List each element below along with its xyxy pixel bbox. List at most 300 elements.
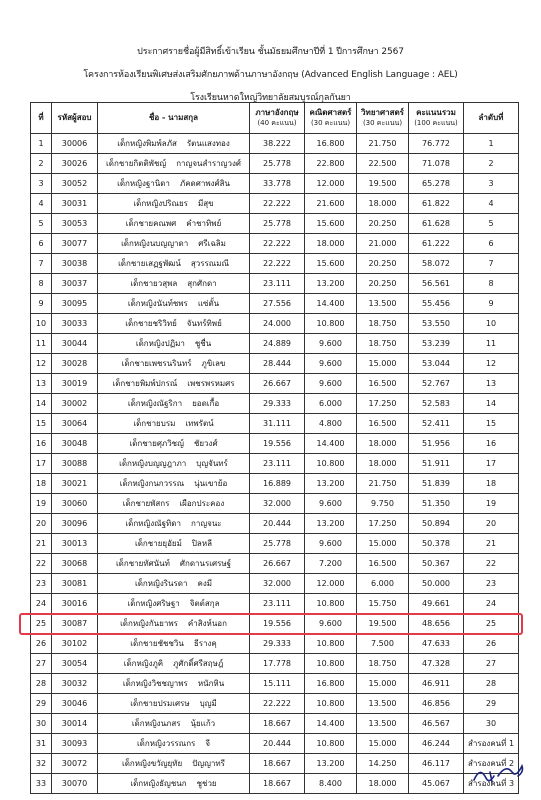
last-name: เพชรพรหมศร: [187, 378, 235, 388]
first-name: เด็กหญิงณัฐทิดา: [125, 518, 181, 528]
table-row: [31, 414, 519, 434]
cell-science: 18.000: [357, 194, 409, 214]
cell-science: 15.750: [357, 594, 409, 614]
cell-science: 9.750: [357, 494, 409, 514]
cell-rank: 8: [464, 274, 519, 294]
table-row: [31, 514, 519, 534]
col-header-rank: ลำดับที่: [464, 103, 519, 134]
last-name: นุ่นเขาย้อ: [194, 478, 228, 488]
cell-no: 5: [31, 214, 52, 234]
cell-id: 30028: [52, 354, 98, 374]
cell-english: 18.667: [250, 714, 305, 734]
cell-id: 30096: [52, 514, 98, 534]
cell-science: 20.250: [357, 214, 409, 234]
cell-rank: สำรองคนที่ 2: [464, 754, 519, 774]
cell-total: 47.328: [409, 654, 464, 674]
cell-id: 30102: [52, 634, 98, 654]
cell-english: 29.333: [250, 394, 305, 414]
cell-english: 26.667: [250, 374, 305, 394]
cell-math: 13.200: [305, 274, 357, 294]
first-name: เด็กชายวสุพล: [130, 278, 178, 288]
cell-math: 10.800: [305, 314, 357, 334]
table-row: [31, 494, 519, 514]
cell-name: [98, 714, 250, 734]
table-row: [31, 134, 519, 154]
table-row: [31, 234, 519, 254]
cell-no: 22: [31, 554, 52, 574]
cell-science: 18.000: [357, 774, 409, 794]
cell-rank: 15: [464, 414, 519, 434]
last-name: ชูช่วย: [196, 778, 217, 788]
cell-english: 22.222: [250, 694, 305, 714]
cell-no: 15: [31, 414, 52, 434]
cell-id: 30014: [52, 714, 98, 734]
table-row: [31, 714, 519, 734]
cell-total: 71.078: [409, 154, 464, 174]
cell-english: 23.111: [250, 454, 305, 474]
cell-id: 30054: [52, 654, 98, 674]
first-name: เด็กชายบรม: [133, 418, 176, 428]
cell-name: [98, 314, 250, 334]
cell-id: 30077: [52, 234, 98, 254]
table-row: [31, 434, 519, 454]
cell-math: 9.600: [305, 354, 357, 374]
cell-name: [98, 214, 250, 234]
cell-rank: 2: [464, 154, 519, 174]
first-name: เด็กชายชัชชวิน: [130, 638, 184, 648]
cell-id: 30087: [52, 614, 98, 634]
cell-no: 18: [31, 474, 52, 494]
cell-rank: 24: [464, 594, 519, 614]
cell-english: 22.222: [250, 234, 305, 254]
cell-math: 8.400: [305, 774, 357, 794]
cell-total: 55.456: [409, 294, 464, 314]
last-name: คงมี: [197, 578, 213, 588]
cell-id: 30006: [52, 134, 98, 154]
cell-science: 17.250: [357, 514, 409, 534]
cell-math: 12.000: [305, 174, 357, 194]
cell-english: 17.778: [250, 654, 305, 674]
cell-total: 50.000: [409, 574, 464, 594]
col-header-english: [250, 103, 305, 134]
col-header-math-max: (30 คะแนน): [310, 119, 351, 127]
cell-english: 23.111: [250, 274, 305, 294]
cell-science: 16.500: [357, 374, 409, 394]
table-row: [31, 574, 519, 594]
cell-total: 46.117: [409, 754, 464, 774]
cell-name: [98, 494, 250, 514]
cell-total: 51.839: [409, 474, 464, 494]
cell-no: 14: [31, 394, 52, 414]
first-name: เด็กชายคณพศ: [125, 218, 177, 228]
cell-english: 19.556: [250, 614, 305, 634]
last-name: จิตต์สกุล: [189, 598, 220, 608]
cell-total: 52.411: [409, 414, 464, 434]
cell-science: 13.500: [357, 694, 409, 714]
cell-science: 13.500: [357, 714, 409, 734]
first-name: เด็กหญิงกนกวรรณ: [119, 478, 185, 488]
cell-rank: 22: [464, 554, 519, 574]
cell-science: 21.750: [357, 474, 409, 494]
cell-no: 6: [31, 234, 52, 254]
cell-name: [98, 254, 250, 274]
cell-no: 28: [31, 674, 52, 694]
cell-id: 30053: [52, 214, 98, 234]
col-header-english-max: (40 คะแนน): [257, 119, 297, 127]
cell-math: 14.400: [305, 714, 357, 734]
cell-total: 61.222: [409, 234, 464, 254]
cell-id: 30038: [52, 254, 98, 274]
cell-total: 56.561: [409, 274, 464, 294]
cell-rank: 17: [464, 454, 519, 474]
cell-total: 51.350: [409, 494, 464, 514]
col-header-name: ชื่อ - นามสกุล: [98, 103, 250, 134]
last-name: สุกศักดา: [187, 278, 217, 288]
cell-total: 46.856: [409, 694, 464, 714]
cell-math: 9.600: [305, 614, 357, 634]
cell-science: 14.250: [357, 754, 409, 774]
table-row: [31, 694, 519, 714]
table-row: [31, 734, 519, 754]
cell-math: 15.600: [305, 254, 357, 274]
cell-english: 33.778: [250, 174, 305, 194]
col-header-science-label: วิทยาศาสตร์: [361, 108, 404, 117]
cell-math: 9.600: [305, 374, 357, 394]
cell-science: 18.750: [357, 314, 409, 334]
cell-total: 58.072: [409, 254, 464, 274]
cell-english: 29.333: [250, 634, 305, 654]
cell-no: 26: [31, 634, 52, 654]
cell-no: 17: [31, 454, 52, 474]
table-row: [31, 634, 519, 654]
cell-science: 16.500: [357, 554, 409, 574]
last-name: จี: [205, 738, 211, 748]
cell-math: 22.800: [305, 154, 357, 174]
first-name: เด็กหญิงพิมพ์ลภัส: [117, 138, 177, 148]
cell-rank: 10: [464, 314, 519, 334]
cell-name: [98, 134, 250, 154]
cell-id: 30072: [52, 754, 98, 774]
table-row: [31, 314, 519, 334]
cell-name: [98, 734, 250, 754]
first-name: เด็กชายพิมพ์ปกรณ์: [112, 378, 178, 388]
cell-total: 52.767: [409, 374, 464, 394]
cell-english: 22.222: [250, 254, 305, 274]
col-header-math: [305, 103, 357, 134]
cell-name: [98, 634, 250, 654]
cell-math: 10.800: [305, 694, 357, 714]
cell-english: 38.222: [250, 134, 305, 154]
cell-math: 7.200: [305, 554, 357, 574]
cell-math: 14.400: [305, 294, 357, 314]
cell-rank: 5: [464, 214, 519, 234]
cell-name: [98, 354, 250, 374]
cell-id: 30081: [52, 574, 98, 594]
table-row: [31, 654, 519, 674]
cell-science: 21.000: [357, 234, 409, 254]
cell-english: 16.889: [250, 474, 305, 494]
cell-science: 19.500: [357, 614, 409, 634]
table-row: [31, 674, 519, 694]
cell-name: [98, 434, 250, 454]
last-name: มีสุข: [197, 198, 214, 208]
table-row: [31, 254, 519, 274]
first-name: เด็กหญิงนภสร: [131, 718, 181, 728]
cell-math: 9.600: [305, 334, 357, 354]
cell-english: 22.222: [250, 194, 305, 214]
cell-no: 33: [31, 774, 52, 794]
first-name: เด็กชายศุภวิชญ์: [129, 438, 184, 448]
cell-math: 10.800: [305, 654, 357, 674]
first-name: เด็กหญิงฐานิดา: [117, 178, 170, 188]
cell-rank: 26: [464, 634, 519, 654]
cell-rank: 7: [464, 254, 519, 274]
cell-english: 25.778: [250, 214, 305, 234]
cell-rank: 14: [464, 394, 519, 414]
cell-id: 30013: [52, 534, 98, 554]
cell-rank: 29: [464, 694, 519, 714]
col-header-total-max: (100 คะแนน): [414, 119, 458, 127]
cell-science: 18.000: [357, 434, 409, 454]
cell-science: 7.500: [357, 634, 409, 654]
cell-math: 10.800: [305, 734, 357, 754]
cell-rank: 1: [464, 134, 519, 154]
table-header-row: [31, 103, 519, 134]
first-name: เด็กชายพัสกร: [122, 498, 170, 508]
cell-id: 30095: [52, 294, 98, 314]
last-name: สุวรรณมณี: [190, 258, 229, 268]
table-row: [31, 774, 519, 794]
table-row: [31, 354, 519, 374]
cell-no: 13: [31, 374, 52, 394]
table-row: [31, 594, 519, 614]
cell-rank: 30: [464, 714, 519, 734]
cell-english: 24.889: [250, 334, 305, 354]
cell-name: [98, 534, 250, 554]
table-row: [31, 334, 519, 354]
cell-name: [98, 334, 250, 354]
last-name: เทพรัตน์: [185, 418, 214, 428]
table-row: [31, 534, 519, 554]
col-header-math-label: คณิตศาสตร์: [309, 108, 352, 117]
cell-rank: 11: [464, 334, 519, 354]
last-name: ศักดานรเศรษฐ์: [179, 558, 232, 568]
first-name: เด็กชายปรมเศรษ: [130, 698, 190, 708]
cell-id: 30052: [52, 174, 98, 194]
cell-english: 26.667: [250, 554, 305, 574]
cell-total: 61.822: [409, 194, 464, 214]
table-row: [31, 154, 519, 174]
first-name: เด็กชายชริวิทย์: [125, 318, 177, 328]
cell-rank: 13: [464, 374, 519, 394]
cell-math: 10.800: [305, 454, 357, 474]
cell-total: 53.044: [409, 354, 464, 374]
cell-name: [98, 454, 250, 474]
first-name: เด็กหญิงวรรณกร: [136, 738, 196, 748]
cell-rank: 6: [464, 234, 519, 254]
first-name: เด็กชายเสฏฐพัฒน์: [118, 258, 181, 268]
cell-english: 27.556: [250, 294, 305, 314]
cell-no: 19: [31, 494, 52, 514]
first-name: เด็กหญิงนันท์ชพร: [127, 298, 188, 308]
cell-name: [98, 234, 250, 254]
cell-science: 13.500: [357, 294, 409, 314]
cell-name: [98, 654, 250, 674]
cell-total: 53.239: [409, 334, 464, 354]
last-name: ภูขิเลข: [201, 358, 226, 368]
first-name: เด็กชายยุอัยม์: [135, 538, 182, 548]
cell-id: 30031: [52, 194, 98, 214]
cell-math: 13.200: [305, 754, 357, 774]
table-row: [31, 454, 519, 474]
cell-english: 25.778: [250, 534, 305, 554]
cell-total: 50.894: [409, 514, 464, 534]
last-name: จันทร์ทิพย์: [186, 318, 222, 328]
last-name: ชัยวงศ์: [193, 438, 218, 448]
cell-math: 16.800: [305, 134, 357, 154]
cell-no: 8: [31, 274, 52, 294]
first-name: เด็กหญิงบญญฎาภา: [119, 458, 187, 468]
cell-no: 32: [31, 754, 52, 774]
last-name: บุญมี: [199, 698, 217, 708]
cell-id: 30016: [52, 594, 98, 614]
cell-math: 6.000: [305, 394, 357, 414]
table-row: [31, 294, 519, 314]
cell-math: 14.400: [305, 434, 357, 454]
table-row: [31, 194, 519, 214]
last-name: นุ้ยแก้ว: [190, 718, 216, 728]
cell-total: 51.956: [409, 434, 464, 454]
cell-math: 9.600: [305, 494, 357, 514]
cell-english: 28.444: [250, 354, 305, 374]
last-name: กาญจนะ: [190, 518, 222, 528]
cell-no: 29: [31, 694, 52, 714]
last-name: ศรีเฉลิม: [198, 238, 226, 248]
first-name: เด็กหญิงปฏิมา: [135, 338, 185, 348]
cell-math: 16.800: [305, 674, 357, 694]
cell-no: 9: [31, 294, 52, 314]
cell-rank: 18: [464, 474, 519, 494]
cell-math: 12.000: [305, 574, 357, 594]
cell-math: 18.000: [305, 234, 357, 254]
cell-name: [98, 154, 250, 174]
cell-science: 19.500: [357, 174, 409, 194]
last-name: ภูศักดิ์ศรีสฤษฎ์: [173, 658, 224, 668]
cell-total: 46.911: [409, 674, 464, 694]
col-header-total-label: คะแนนรวม: [416, 108, 456, 117]
cell-name: [98, 594, 250, 614]
cell-rank: 4: [464, 194, 519, 214]
cell-id: 30032: [52, 674, 98, 694]
cell-name: [98, 694, 250, 714]
cell-no: 27: [31, 654, 52, 674]
first-name: เด็กหญิงรินรดา: [134, 578, 188, 588]
program-title: โครงการห้องเรียนพิเศษส่งเสริมศักยภาพด้านภาษาอังกฤษ (Advanced English Language : AEL): [83, 70, 458, 80]
table-row: [31, 214, 519, 234]
cell-rank: 27: [464, 654, 519, 674]
cell-id: 30026: [52, 154, 98, 174]
table-row: [31, 554, 519, 574]
cell-total: 46.567: [409, 714, 464, 734]
first-name: เด็กชายเพชรนรินทร์: [121, 358, 192, 368]
cell-id: 30021: [52, 474, 98, 494]
cell-math: 10.800: [305, 634, 357, 654]
cell-id: 30068: [52, 554, 98, 574]
cell-science: 16.500: [357, 414, 409, 434]
cell-science: 15.000: [357, 674, 409, 694]
cell-name: [98, 374, 250, 394]
cell-id: 30064: [52, 414, 98, 434]
cell-rank: 3: [464, 174, 519, 194]
cell-no: 24: [31, 594, 52, 614]
cell-total: 50.367: [409, 554, 464, 574]
last-name: ปัญญาทรี: [192, 758, 225, 768]
cell-english: 18.667: [250, 754, 305, 774]
cell-id: 30044: [52, 334, 98, 354]
first-name: เด็กหญิงกันยาพร: [120, 618, 178, 628]
cell-total: 76.772: [409, 134, 464, 154]
first-name: เด็กหญิงนบญญาดา: [121, 238, 189, 248]
col-header-total: [409, 103, 464, 134]
last-name: เผือกประคอง: [179, 498, 225, 508]
cell-total: 46.244: [409, 734, 464, 754]
cell-id: 30019: [52, 374, 98, 394]
table-row: [31, 174, 519, 194]
cell-name: [98, 774, 250, 794]
col-header-id: รหัสผู้สอบ: [52, 103, 98, 134]
last-name: รัตนแสงทอง: [186, 138, 230, 148]
cell-science: 20.250: [357, 254, 409, 274]
cell-no: 25: [31, 614, 52, 634]
table-row: [31, 754, 519, 774]
cell-no: 31: [31, 734, 52, 754]
cell-total: 61.628: [409, 214, 464, 234]
table-row: [31, 374, 519, 394]
cell-english: 25.778: [250, 154, 305, 174]
last-name: ยอดเกื้อ: [192, 398, 220, 408]
cell-rank: 19: [464, 494, 519, 514]
cell-english: 15.111: [250, 674, 305, 694]
last-name: ชูชื่น: [194, 338, 212, 348]
cell-total: 51.911: [409, 454, 464, 474]
cell-no: 4: [31, 194, 52, 214]
cell-name: [98, 554, 250, 574]
cell-name: [98, 414, 250, 434]
cell-no: 3: [31, 174, 52, 194]
cell-total: 48.656: [409, 614, 464, 634]
announcement-title: ประกาศรายชื่อผู้มีสิทธิ์เข้าเรียน ชั้นมัธยมศึกษาปีที่ 1 ปีการศึกษา 2567: [137, 47, 404, 57]
cell-rank: 12: [464, 354, 519, 374]
cell-science: 6.000: [357, 574, 409, 594]
cell-name: [98, 274, 250, 294]
first-name: เด็กหญิงปริณยร: [133, 198, 188, 208]
first-name: เด็กหญิงณัฐริกา: [127, 398, 183, 408]
cell-id: 30037: [52, 274, 98, 294]
cell-science: 15.000: [357, 354, 409, 374]
cell-rank: 21: [464, 534, 519, 554]
cell-science: 17.250: [357, 394, 409, 414]
cell-total: 50.378: [409, 534, 464, 554]
cell-english: 23.111: [250, 594, 305, 614]
col-header-science-max: (30 คะแนน): [362, 119, 403, 127]
cell-rank: 23: [464, 574, 519, 594]
cell-total: 45.067: [409, 774, 464, 794]
cell-no: 2: [31, 154, 52, 174]
cell-no: 11: [31, 334, 52, 354]
first-name: เด็กหญิงขวัญยุทัย: [122, 758, 183, 768]
results-table: [30, 102, 519, 794]
last-name: ปิลหลี: [191, 538, 212, 548]
